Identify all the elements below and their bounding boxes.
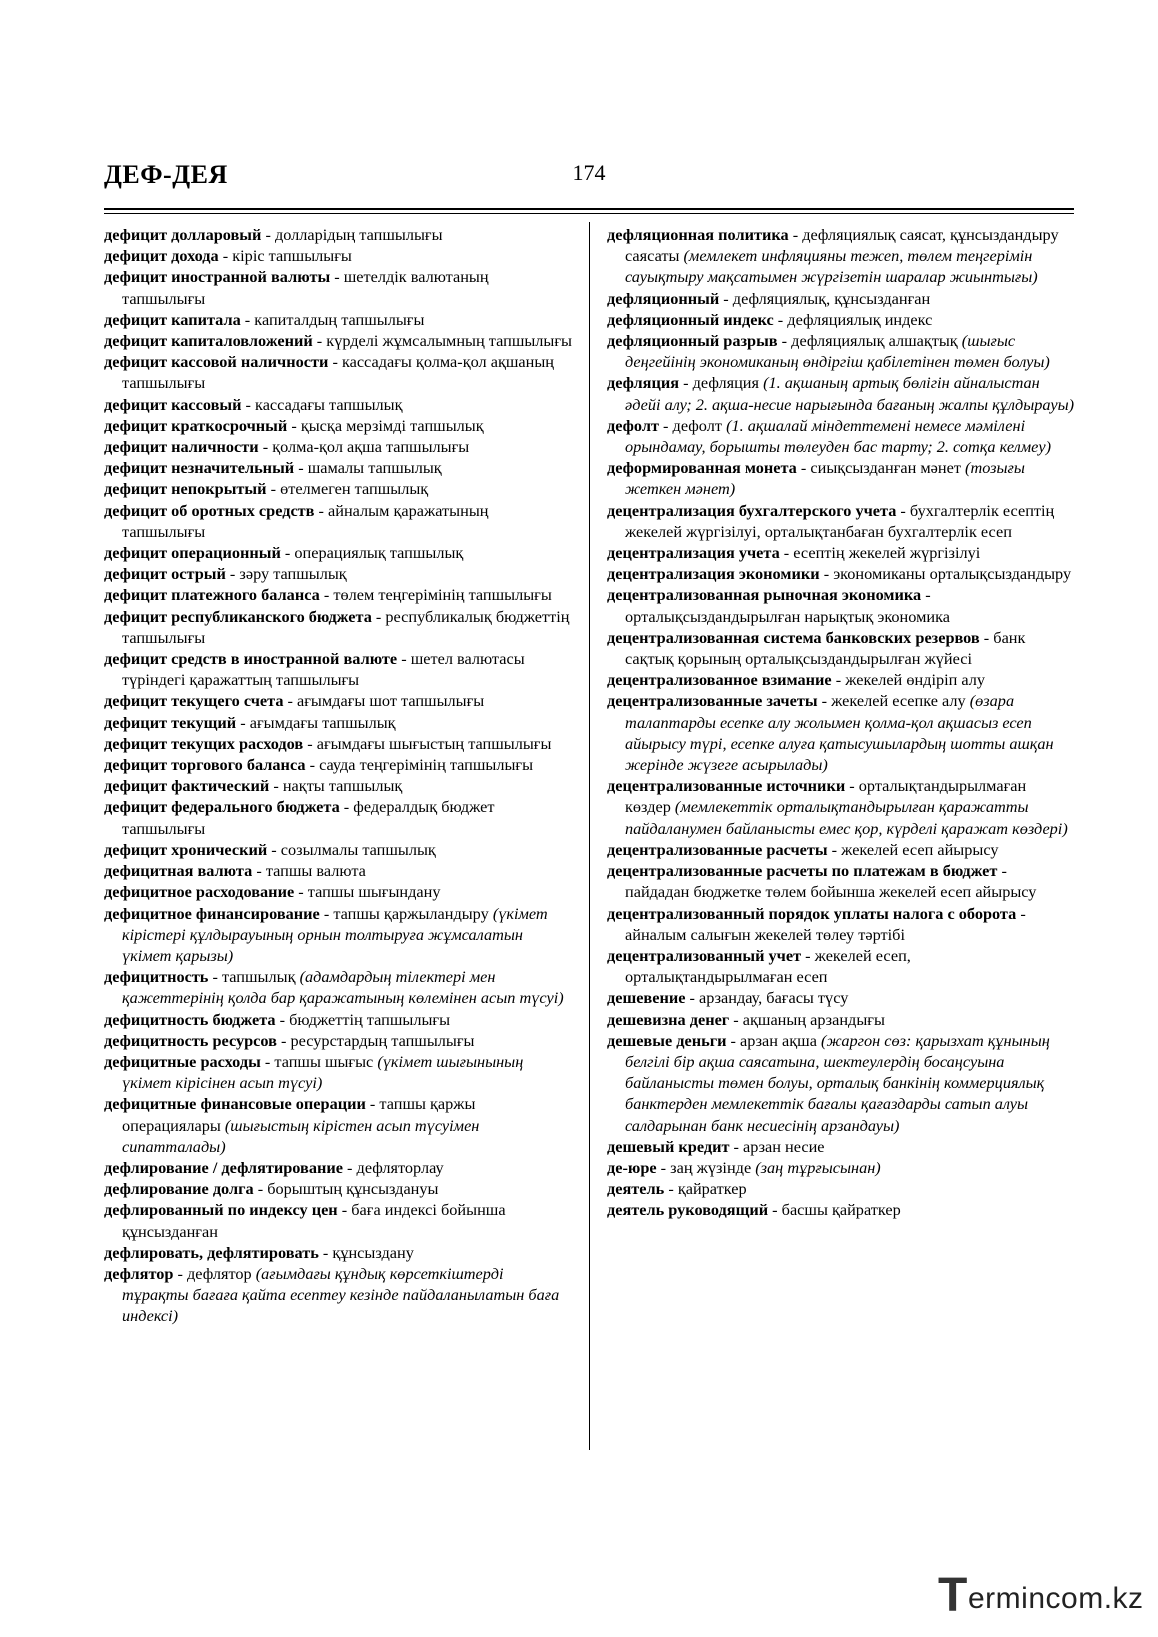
dictionary-entry: деятель руководящий - басшы қайраткер bbox=[607, 1200, 901, 1220]
dictionary-entry: децентрализованные источники - орталықтандырылмаған көздер (мемлекеттік орталықтандырылған қаражатты пайдаланумен байланысты емес қор, күрделі қаражат көздері) bbox=[607, 776, 1068, 838]
entry-note: (тозығы жеткен мәнет) bbox=[625, 458, 1025, 499]
entry-definition: капиталдың тапшылығы bbox=[254, 309, 425, 329]
entry-definition: тапшы шығыс bbox=[274, 1051, 374, 1071]
entry-note: (мемлекеттік орталықтандырылған қаражатты пайдаланумен байланысты емес қор, күрделі қаражат көздері) bbox=[625, 797, 1068, 838]
entry-definition: орталықсыздандырылған нарықтық экономика bbox=[625, 606, 950, 626]
entry-definition: республикалық бюджеттің тапшылығы bbox=[122, 606, 570, 647]
entry-term: дефляционный индекс bbox=[607, 309, 774, 329]
dictionary-entry: дефицит республиканского бюджета - республикалық бюджеттің тапшылығы bbox=[104, 606, 570, 647]
entry-definition: өтелмеген тапшылық bbox=[280, 479, 429, 499]
entry-definition: экономиканы орталықсыздандыру bbox=[833, 564, 1072, 584]
logo-initial: T bbox=[938, 1569, 968, 1622]
entry-definition: борыштың құнсыздануы bbox=[267, 1179, 439, 1199]
dictionary-entry: децентрализованный учет - жекелей есеп, орталықтандырылмаған есеп bbox=[607, 945, 911, 987]
entry-term: дефицитная валюта bbox=[104, 861, 253, 881]
entry-definition: дефляциялық индекс bbox=[787, 309, 933, 329]
dictionary-entry: дефицит текущих расходов - ағымдағы шығыстың тапшылығы bbox=[104, 733, 552, 753]
entry-term: дефицит острый bbox=[104, 564, 226, 584]
entry-term: дефицит средств в иностранной валюте bbox=[104, 649, 398, 669]
dictionary-entry: дефицит краткосрочный - қысқа мерзімді тапшылық bbox=[104, 415, 484, 435]
entry-definition: айналым қаражатының тапшылығы bbox=[122, 500, 489, 541]
entry-term: дефицит краткосрочный bbox=[104, 415, 288, 435]
dictionary-entry: дефлированный по индексу цен - баға индексі бойынша құнсызданған bbox=[104, 1200, 506, 1241]
entry-definition: кассадағы тапшылық bbox=[255, 394, 403, 414]
dictionary-entry: дефляционный индекс - дефляциялық индекс bbox=[607, 309, 933, 329]
dictionary-entry: дефляционный разрыв - дефляциялық алшақтық (шығыс деңгейінің экономиканың өндіргіш қабілетінен төмен болуы) bbox=[607, 331, 1050, 372]
dictionary-entry: дефицит кассовый - кассадағы тапшылық bbox=[104, 394, 403, 414]
entry-definition: ақшаның арзандығы bbox=[742, 1009, 885, 1029]
dictionary-entry: децентрализованные расчеты по платежам в бюджет - пайдадан бюджетке төлем бойынша жекелей есеп айырысу bbox=[607, 861, 1037, 902]
entry-term: дефицит непокрытый bbox=[104, 479, 267, 499]
entry-term: децентрализованный порядок уплаты налога с оборота bbox=[607, 903, 1017, 923]
entry-term: дефлированный по индексу цен bbox=[104, 1200, 338, 1220]
entry-note: (жаргон сөз: қарызхат құнының белгілі бір ақша саясатына, шектеулердің босаңсуына байланысты төмен болуы, орталық банкінің коммерциялық банктерден мемлекеттік бағалы қағаздарды сатып алуы салдарынан банк несиесінің арзандауы) bbox=[625, 1030, 1050, 1135]
entry-definition: ағымдағы шығыстың тапшылығы bbox=[316, 733, 552, 753]
entry-term: дефицит незначительный bbox=[104, 458, 295, 478]
entry-definition: тапшы қаржыландыру bbox=[333, 903, 489, 923]
entry-definition: жекелей өндіріп алу bbox=[845, 670, 986, 690]
entry-term: дефицитные расходы bbox=[104, 1051, 261, 1071]
dictionary-entry: дефицитная валюта - тапшы валюта bbox=[104, 861, 366, 881]
entry-definition: дефолт bbox=[672, 415, 722, 435]
entry-term: дефолт bbox=[607, 415, 659, 435]
entry-note: (өзара талаптарды есепке алу жолымен қолма-қол ақшасыз есеп айырысу түрі, есепке алуға қатысушылардың шотты ашқан жерінде жүзеге асырылады) bbox=[625, 691, 1054, 775]
left-column bbox=[104, 224, 572, 1327]
page-header bbox=[104, 160, 1074, 200]
logo-text: ermincom.kz bbox=[968, 1582, 1144, 1615]
dictionary-entry: дефицит капиталовложений - күрделі жұмсалымның тапшылығы bbox=[104, 331, 572, 351]
dictionary-entry: дефицит долларовый - долларідың тапшылығы bbox=[104, 225, 443, 244]
entry-term: дефицитность бюджета bbox=[104, 1009, 276, 1029]
entry-term: децентрализованные расчеты по платежам в бюджет bbox=[607, 861, 998, 881]
dictionary-entry: децентрализация экономики - экономиканы орталықсыздандыру bbox=[607, 564, 1072, 584]
entry-note: (ағымдағы құндық көрсеткіштерді тұрақты бағаға қайта есептеу кезінде пайдаланылатын баға индексі) bbox=[122, 1263, 560, 1326]
entry-definition: шетелдік валютаның тапшылығы bbox=[122, 267, 489, 308]
entry-definition: тапшы қаржы операциялары bbox=[122, 1094, 476, 1135]
dictionary-entry: дефицит дохода - кіріс тапшылығы bbox=[104, 246, 352, 266]
entry-definition: арзандау, бағасы түсу bbox=[699, 988, 849, 1008]
dictionary-entry: децентрализованные зачеты - жекелей есепке алу (өзара талаптарды есепке алу жолымен қолма-қол ақшасыз есеп айырысу түрі, есепке алуға қатысушылардың шотты ашқан жерінде жүзеге асырылады) bbox=[607, 691, 1054, 775]
dictionary-entry: дефлятор - дефлятор (ағымдағы құндық көрсеткіштерді тұрақты бағаға қайта есептеу кезінде пайдаланылатын баға индексі) bbox=[104, 1263, 560, 1326]
entry-term: дешевый кредит bbox=[607, 1136, 730, 1156]
entry-term: дефицит текущий bbox=[104, 712, 237, 732]
entry-term: дефлировать, дефлятировать bbox=[104, 1242, 319, 1262]
entry-definition: ресурстардың тапшылығы bbox=[290, 1030, 475, 1050]
page-title: ДЕФ-ДЕЯ bbox=[104, 160, 228, 189]
entry-definition: қайраткер bbox=[677, 1179, 747, 1199]
entry-term: дефицит капитала bbox=[104, 309, 241, 329]
entry-note: (заң тұрғысынан) bbox=[755, 1157, 881, 1177]
entry-term: дефицит наличности bbox=[104, 437, 259, 457]
dictionary-entry: децентрализованные расчеты - жекелей есеп айырысу bbox=[607, 839, 999, 859]
dictionary-entry: дефицит наличности - қолма-қол ақша тапшылығы bbox=[104, 437, 470, 457]
entry-term: децентрализованные зачеты bbox=[607, 691, 818, 711]
entry-term: дефляционный разрыв bbox=[607, 331, 778, 351]
entry-definition: күрделі жұмсалымның тапшылығы bbox=[326, 331, 572, 351]
entry-definition: қолма-қол ақша тапшылығы bbox=[272, 437, 470, 457]
entry-note: (1. ақшаның артық бөлігін айналыстан әдейі алу; 2. ақша-несие нарығында бағаның жалпы құлдырауы) bbox=[625, 373, 1075, 414]
entry-definition: шетел валютасы түріндегі қаражаттың тапшылығы bbox=[122, 649, 525, 690]
dictionary-entry: дефицитность ресурсов - ресурстардың тапшылығы bbox=[104, 1030, 475, 1050]
entry-term: дефлирование долга bbox=[104, 1179, 254, 1199]
entry-term: дефицит дохода bbox=[104, 246, 219, 266]
dictionary-entry: дефицитные расходы - тапшы шығыс (үкімет шығынының үкімет кірісінен асып түсуі) bbox=[104, 1051, 524, 1093]
entry-definition: дефляциялық, құнсызданған bbox=[732, 288, 931, 308]
entry-term: деятель bbox=[607, 1179, 665, 1199]
entry-term: дефицит операционный bbox=[104, 543, 281, 563]
entry-term: дефицитность ресурсов bbox=[104, 1030, 277, 1050]
dictionary-entry: дефицит непокрытый - өтелмеген тапшылық bbox=[104, 479, 429, 499]
dictionary-entry: дефицит кассовой наличности - кассадағы қолма-қол ақшаның тапшылығы bbox=[104, 352, 554, 393]
entry-definition: арзан несие bbox=[743, 1136, 825, 1156]
dictionary-entry: дешевый кредит - арзан несие bbox=[607, 1136, 825, 1156]
entry-note: (шығыстың кірістен асып түсуімен сипатталады) bbox=[122, 1115, 480, 1156]
dictionary-entry: дефицит торгового баланса - сауда теңгерімінің тапшылығы bbox=[104, 755, 534, 775]
entry-term: децентрализованные источники bbox=[607, 776, 846, 796]
dictionary-entry: дефицитное финансирование - тапшы қаржыландыру (үкімет кірістері құлдырауының орнын толтыруға жұмсалатын үкімет қарызы) bbox=[104, 903, 548, 965]
dictionary-entry: деятель - қайраткер bbox=[607, 1179, 747, 1199]
dictionary-entry: дефлирование / дефлятирование - дефляторлау bbox=[104, 1157, 444, 1177]
dictionary-entry: дефицитные финансовые операции - тапшы қаржы операциялары (шығыстың кірістен асып түсуімен сипатталады) bbox=[104, 1094, 480, 1156]
entry-term: децентрализация экономики bbox=[607, 564, 820, 584]
entry-term: дешевизна денег bbox=[607, 1009, 730, 1029]
entry-term: дефицит капиталовложений bbox=[104, 331, 313, 351]
entry-definition: қысқа мерзімді тапшылық bbox=[300, 415, 484, 435]
dictionary-entry: дефицит платежного баланса - төлем теңгерімінің тапшылығы bbox=[104, 585, 552, 605]
entry-definition: пайдадан бюджетке төлем бойынша жекелей есеп айырысу bbox=[625, 882, 1037, 902]
dictionary-entry: дефлировать, дефлятировать - құнсыздану bbox=[104, 1242, 414, 1262]
dictionary-entry: децентрализация бухгалтерского учета - бухгалтерлік есептің жекелей жүргізілуі, орталықтанбаған бухгалтерлік есеп bbox=[607, 500, 1055, 541]
dictionary-entry: децентрализованная рыночная экономика - орталықсыздандырылған нарықтық экономика bbox=[607, 585, 950, 626]
entry-definition: төлем теңгерімінің тапшылығы bbox=[333, 585, 552, 605]
entry-term: дефицит текущих расходов bbox=[104, 733, 304, 753]
entry-note: (1. ақшалай міндеттемені немесе мәмілені орындамау, борышты төлеуден бас тарту; 2. сотқа келмеу) bbox=[625, 415, 1051, 457]
entry-definition: дефляциялық алшақтық bbox=[791, 331, 958, 351]
entry-definition: ағымдағы тапшылық bbox=[249, 712, 396, 732]
entry-definition: кіріс тапшылығы bbox=[232, 246, 352, 266]
dictionary-entry: дефляция - дефляция (1. ақшаның артық бөлігін айналыстан әдейі алу; 2. ақша-несие нарығында бағаның жалпы құлдырауы) bbox=[607, 373, 1075, 414]
entry-definition: дефляторлау bbox=[356, 1157, 444, 1177]
entry-term: дешевение bbox=[607, 988, 686, 1008]
entry-term: децентрализация бухгалтерского учета bbox=[607, 500, 897, 520]
entry-term: дефицит торгового баланса bbox=[104, 755, 306, 775]
entry-definition: жекелей есеп айырысу bbox=[841, 839, 999, 859]
entry-term: дешевые деньги bbox=[607, 1030, 727, 1050]
entry-definition: басшы қайраткер bbox=[781, 1200, 901, 1220]
entry-definition: орталықтандырылмаған көздер bbox=[625, 776, 1027, 817]
entry-term: дефлирование / дефлятирование bbox=[104, 1157, 343, 1177]
dictionary-entry: де-юре - заң жүзінде (заң тұрғысынан) bbox=[607, 1157, 881, 1177]
dictionary-entry: дефляционный - дефляциялық, құнсызданған bbox=[607, 288, 931, 308]
entry-definition: сауда теңгерімінің тапшылығы bbox=[319, 755, 534, 775]
entry-term: деятель руководящий bbox=[607, 1200, 769, 1220]
entry-term: дефицит хронический bbox=[104, 839, 268, 859]
dictionary-entry: дефицит капитала - капиталдың тапшылығы bbox=[104, 309, 425, 329]
entry-term: децентрализация учета bbox=[607, 543, 780, 563]
entry-definition: заң жүзінде bbox=[670, 1157, 752, 1177]
entry-term: децентрализованный учет bbox=[607, 945, 802, 965]
entry-term: децентрализованная рыночная экономика bbox=[607, 585, 922, 605]
entry-definition: тапшылық bbox=[221, 967, 296, 987]
entry-term: децентрализованное взимание bbox=[607, 670, 832, 690]
page-number: 174 bbox=[572, 160, 606, 185]
dictionary-entry: дефицитность - тапшылық (адамдардың тілектері мен қажеттерінің қолда бар қаражатының көлемінен асып түсуі) bbox=[104, 967, 564, 1008]
terminco-logo[interactable] bbox=[938, 1569, 1144, 1622]
entry-definition: тапшы шығындану bbox=[307, 882, 441, 902]
right-column bbox=[607, 224, 1075, 1221]
entry-definition: нақты тапшылық bbox=[282, 776, 403, 796]
dictionary-entry: дефицит текущего счета - ағымдағы шот тапшылығы bbox=[104, 691, 485, 711]
entry-definition: шамалы тапшылық bbox=[307, 458, 442, 478]
column-divider bbox=[589, 222, 590, 1450]
header-rule-thick bbox=[104, 208, 1074, 210]
entry-definition: сиықсызданған мәнет bbox=[810, 458, 961, 478]
entry-definition: айналым салығын жекелей төлеу тәртібі bbox=[625, 924, 905, 944]
entry-term: дефицитное расходование bbox=[104, 882, 295, 902]
entry-term: дефицит фактический bbox=[104, 776, 270, 796]
entry-term: де-юре bbox=[607, 1157, 657, 1177]
entry-definition: жекелей есеп, орталықтандырылмаған есеп bbox=[625, 945, 911, 987]
dictionary-entry: дефицит незначительный - шамалы тапшылық bbox=[104, 458, 442, 478]
entry-term: дефицит текущего счета bbox=[104, 691, 284, 711]
dictionary-entry: дефицит текущий - ағымдағы тапшылық bbox=[104, 712, 396, 732]
entry-note: (үкімет кірістері құлдырауының орнын толтыруға жұмсалатын үкімет қарызы) bbox=[122, 903, 548, 965]
entry-term: дефицит долларовый bbox=[104, 225, 262, 244]
entry-term: дефицит кассовый bbox=[104, 394, 242, 414]
dictionary-entry: дефляционная политика - дефляциялық саясат, құнсыздандыру саясаты (мемлекет инфляцияны тежеп, төлем теңгерімін сауықтыру мақсатымен жүргізетін шаралар жиынтығы) bbox=[607, 225, 1059, 287]
dictionary-entry: деформированная монета - сиықсызданған мәнет (тозығы жеткен мәнет) bbox=[607, 458, 1025, 499]
dictionary-entry: дефицит острый - зәру тапшылық bbox=[104, 564, 347, 584]
entry-term: дефицитность bbox=[104, 967, 209, 987]
entry-definition: банк сақтық қорының орталықсыздандырылған жүйесі bbox=[625, 627, 1026, 669]
dictionary-entry: дефицитность бюджета - бюджеттің тапшылығы bbox=[104, 1009, 451, 1029]
entry-term: децентрализованная система банковских резервов bbox=[607, 627, 980, 647]
entry-note: (шығыс деңгейінің экономиканың өндіргіш қабілетінен төмен болуы) bbox=[625, 331, 1050, 372]
entry-term: дефляционный bbox=[607, 288, 720, 308]
dictionary-entry: дефицит фактический - нақты тапшылық bbox=[104, 776, 403, 796]
entry-definition: долларідың тапшылығы bbox=[274, 225, 443, 244]
dictionary-entry: дешевые деньги - арзан ақша (жаргон сөз: қарызхат құнының белгілі бір ақша саясатына, шектеулердің босаңсуына байланысты төмен болуы, орталық банкінің коммерциялық банктерден мемлекеттік бағалы қағаздарды сатып алуы салдарынан банк несиесінің арзандауы) bbox=[607, 1030, 1050, 1135]
entry-definition: бухгалтерлік есептің жекелей жүргізілуі, орталықтанбаған бухгалтерлік есеп bbox=[625, 500, 1055, 541]
dictionary-entry: дефицитное расходование - тапшы шығындану bbox=[104, 882, 441, 902]
entry-note: (үкімет шығынының үкімет кірісінен асып түсуі) bbox=[122, 1051, 524, 1093]
dictionary-entry: дефицит операционный - операциялық тапшылық bbox=[104, 543, 464, 563]
entry-term: дефицит иностранной валюты bbox=[104, 267, 331, 287]
entry-term: дефицит федерального бюджета bbox=[104, 797, 340, 817]
dictionary-entry: дефицит средств в иностранной валюте - шетел валютасы түріндегі қаражаттың тапшылығы bbox=[104, 649, 525, 690]
entry-term: дефицит республиканского бюджета bbox=[104, 606, 372, 626]
entry-term: дефляционная политика bbox=[607, 225, 789, 244]
entry-definition: жекелей есепке алу bbox=[831, 691, 966, 711]
dictionary-entry: дефицит об оротных средств - айналым қаражатының тапшылығы bbox=[104, 500, 489, 541]
dictionary-entry: дефолт - дефолт (1. ақшалай міндеттемені немесе мәмілені орындамау, борышты төлеуден бас тарту; 2. сотқа келмеу) bbox=[607, 415, 1051, 457]
dictionary-entry: дефицит хронический - созылмалы тапшылық bbox=[104, 839, 436, 859]
entry-definition: ағымдағы шот тапшылығы bbox=[297, 691, 485, 711]
entry-term: дефицит платежного баланса bbox=[104, 585, 320, 605]
entry-term: дефицитные финансовые операции bbox=[104, 1094, 366, 1114]
entry-definition: тапшы валюта bbox=[265, 861, 366, 881]
entry-definition: баға индексі бойынша құнсызданған bbox=[122, 1200, 506, 1241]
entry-term: дефлятор bbox=[104, 1263, 174, 1283]
entry-definition: дефляция bbox=[692, 373, 759, 393]
entry-definition: операциялық тапшылық bbox=[294, 543, 464, 563]
entry-definition: созылмалы тапшылық bbox=[280, 839, 436, 859]
dictionary-entry: дешевизна денег - ақшаның арзандығы bbox=[607, 1009, 885, 1029]
dictionary-entry: дефлирование долга - борыштың құнсыздануы bbox=[104, 1179, 439, 1199]
entry-definition: дефляциялық саясат, құнсыздандыру саясаты bbox=[625, 225, 1059, 266]
dictionary-entry: децентрализованный порядок уплаты налога с оборота - айналым салығын жекелей төлеу тәртібі bbox=[607, 903, 1026, 944]
entry-term: дефицит кассовой наличности bbox=[104, 352, 329, 372]
entry-definition: есептің жекелей жүргізілуі bbox=[793, 543, 981, 563]
entry-definition: арзан ақша bbox=[740, 1030, 817, 1050]
dictionary-entry: децентрализованное взимание - жекелей өндіріп алу bbox=[607, 670, 986, 690]
entry-definition: бюджеттің тапшылығы bbox=[289, 1009, 451, 1029]
entry-definition: құнсыздану bbox=[332, 1242, 414, 1262]
header-rule-thin bbox=[104, 213, 1074, 214]
entry-term: дефицитное финансирование bbox=[104, 903, 320, 923]
entry-term: дефицит об оротных средств bbox=[104, 500, 315, 520]
entry-term: деформированная монета bbox=[607, 458, 797, 478]
entry-note: (мемлекет инфляцияны тежеп, төлем теңгерімін сауықтыру мақсатымен жүргізетін шаралар жиынтығы) bbox=[625, 246, 1038, 287]
entry-definition: дефлятор bbox=[187, 1263, 252, 1283]
dictionary-entry: децентрализованная система банковских резервов - банк сақтық қорының орталықсыздандырылған жүйесі bbox=[607, 627, 1026, 669]
dictionary-entry: децентрализация учета - есептің жекелей жүргізілуі bbox=[607, 543, 981, 563]
entry-definition: федералдық бюджет тапшылығы bbox=[122, 797, 495, 838]
entry-term: децентрализованные расчеты bbox=[607, 839, 828, 859]
dictionary-entry: дешевение - арзандау, бағасы түсу bbox=[607, 988, 849, 1008]
dictionary-entry: дефицит федерального бюджета - федералдық бюджет тапшылығы bbox=[104, 797, 495, 838]
entry-term: дефляция bbox=[607, 373, 680, 393]
entry-definition: зәру тапшылық bbox=[239, 564, 347, 584]
entry-definition: кассадағы қолма-қол ақшаның тапшылығы bbox=[122, 352, 554, 393]
dictionary-entry: дефицит иностранной валюты - шетелдік валютаның тапшылығы bbox=[104, 267, 489, 308]
entry-note: (адамдардың тілектері мен қажеттерінің қолда бар қаражатының көлемінен асып түсуі) bbox=[122, 967, 564, 1008]
